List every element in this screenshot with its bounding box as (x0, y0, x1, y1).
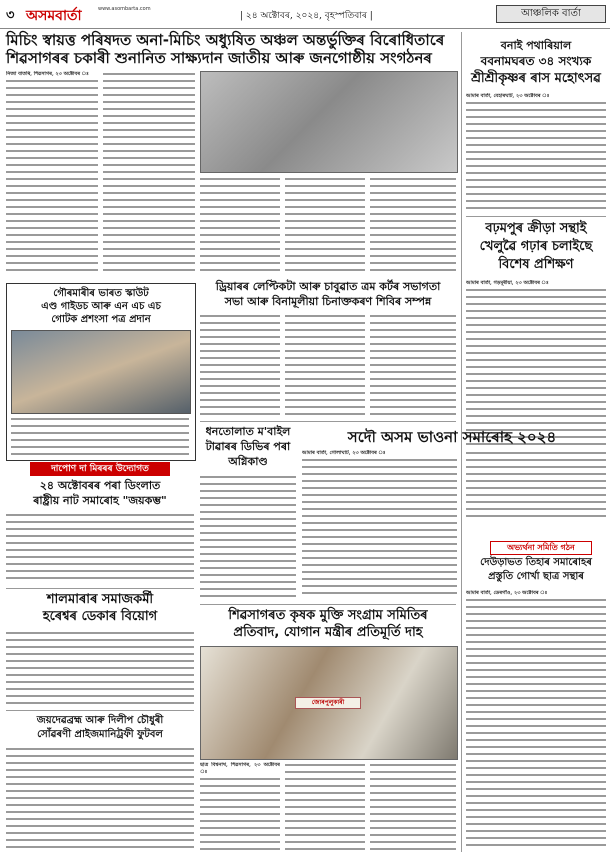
fire-headline-3: অগ্নিকাণ্ড (228, 455, 268, 468)
protest-story-column-1 (200, 762, 280, 852)
camp-headline-1: ড্ৰিয়াৰৰ লেপ্টিকটা আৰু চাবুৱাত ত্ৰম কৰ্টৰ সভাগতা (215, 280, 441, 293)
lead-headline-line-1: মিচিং স্বায়ত্ত পৰিষদত অনা-মিচিং অধ্যুষিত অঞ্চল অন্তৰ্ভুক্তিৰ বিৰোধিতাৰে (6, 31, 445, 49)
lead-story-column-1 (6, 71, 98, 273)
newspaper-logo: অসমবাৰ্তা (26, 8, 82, 24)
lead-story-column-4 (285, 176, 365, 273)
divider (466, 216, 606, 217)
camp-headline-2: সভা আৰু বিনামূলীয়া চিনাক্তকৰণ শিবিৰ সম্পন্ন (224, 295, 432, 308)
scout-headline-2: এণ্ড গাইডচ আৰু এন এচ এচ (41, 301, 161, 312)
section-label: আঞ্চলিক বাৰ্তা (496, 5, 606, 23)
fire-headline-1: ধনতোলাত ম'বাইল (205, 425, 291, 438)
gorkha-text-block (466, 597, 606, 851)
website-url: www.asombarta.com (98, 6, 151, 12)
protest-dateline: ছাত্ৰ বিশ্বনাথ, শিৱসাগৰ, ২৩ অক্টোবৰ ঃ (200, 762, 280, 775)
sports-headline-3: বিশেষ প্ৰশিক্ষণ (498, 257, 574, 272)
protest-text-block-1 (200, 776, 280, 852)
committee-banner: অভ্যৰ্থনা সমিতি গঠন (490, 541, 592, 555)
protest-headline-1: শিৱসাগৰত কৃষক মুক্তি সংগ্ৰাম সমিতিৰ (228, 608, 428, 623)
flood-headline-2: ববনামঘৰত ৩৪ সংখ্যক (480, 54, 592, 68)
flood-text-block (466, 100, 606, 210)
bhawna-story-column-2 (466, 450, 606, 520)
gorkha-story-text (466, 590, 606, 852)
bhawna-headline: সদৌ অসম ভাওনা সমাৰোহ ২০২৪ (347, 428, 557, 446)
lead-story-column-5 (370, 176, 456, 273)
fire-story-text (200, 474, 296, 600)
sports-headline-2: খেলুৱৈ গঢ়াৰ চলাইছে (479, 239, 593, 254)
football-headline-2: সোঁৱৰণী প্ৰাইজমানিট্ৰফী ফুটবল (37, 729, 163, 740)
divider (6, 588, 194, 589)
gorkha-headline-2: প্ৰস্তুতি গোৰ্খা ছাত্ৰ সন্থাৰ (488, 571, 584, 582)
football-story-text (6, 746, 194, 852)
worker-story-text (6, 630, 194, 706)
bhawna-story-column-1 (302, 450, 457, 600)
drama-story-text (6, 512, 194, 584)
bhawna-text-block-1 (302, 457, 457, 599)
protest-banner: জোৰপুলুকাৰী (295, 697, 361, 709)
camp-story-column-2 (285, 313, 365, 417)
meeting-photo (200, 71, 458, 173)
divider (6, 710, 194, 711)
lead-headline-line-2: শিৱসাগৰৰ চকাৰী শুনানিত সাক্ষ্যদান জাতীয় আৰু জনগোষ্ঠীয় সংগঠনৰ (6, 49, 432, 67)
drama-headline-2: ৰাষ্ট্ৰীয় নাট সমাৰোহ "জয়কম্ভ" (33, 494, 167, 507)
protest-story-column-3 (370, 762, 456, 852)
worker-headline-2: হৰেশ্বৰ ডেকাৰ বিয়োগ (42, 609, 158, 624)
scout-story-text (11, 416, 189, 456)
bhawna-dateline: আমাৰ বাৰ্তা, গোলাঘাট, ২৩ অক্টোবৰ ঃ (302, 450, 386, 456)
lead-dateline: নিজা বাতৰি, শিৱসাগৰ, ২৩ অক্টোবৰ ঃ (6, 71, 89, 77)
protest-headline-2: প্ৰতিবাদ, যোগান মন্ত্ৰীৰ প্ৰতিমূৰ্তি দাহ (233, 625, 423, 640)
camp-story-column-3 (370, 313, 456, 417)
program-banner: দাপোণ দা মিৰৰৰ উদ্যোগত (30, 462, 170, 476)
issue-date: | ২৪ অক্টোবৰ, ২০২৪, বৃহস্পতিবাৰ | (240, 11, 373, 21)
flood-dateline: আমাৰ বাৰ্তা, বেহাৰঘাট, ২৩ অক্টোবৰ ঃ (466, 93, 550, 99)
scout-story-box (6, 283, 196, 461)
flood-headline-1: বনাই পথাৰিয়াল (500, 39, 572, 52)
lead-story-column-2 (103, 71, 195, 273)
fire-headline-2: টাৱাৰৰ ডিভিৰ পৰা (205, 440, 291, 453)
page-number: ৩ (6, 8, 15, 23)
protest-story-column-2 (285, 762, 365, 852)
scout-headline-1: গৌৰমাৰীৰ ভাৰত স্কাউট (53, 288, 149, 299)
flood-headline-3: শ্ৰীশ্ৰীকৃষ্ণৰ ৰাস মহোৎসৱ (471, 71, 601, 86)
masthead (0, 0, 610, 29)
divider (200, 604, 456, 605)
sports-dateline: আমাৰ বাৰ্তা, গড়মূৰীয়া, ২৩ অক্টোবৰ ঃ (466, 280, 549, 286)
sports-headline-1: বঢ়মপুৰ ক্ৰীড়া সন্থাই (485, 221, 587, 236)
flood-story-text (466, 93, 606, 211)
football-headline-1: জয়দেৱব্ৰহ্ম আৰু দিলীপ চৌধুৰী (36, 715, 164, 726)
protest-photo (200, 646, 458, 760)
gorkha-headline-1: দেউড়াভত তিহাৰ সমাৰোহৰ (480, 557, 592, 568)
lead-text-block-1 (6, 78, 98, 273)
drama-headline-1: ২৪ অক্টোবৰৰ পৰা ডিংলাত (39, 479, 161, 492)
scout-headline-3: গোটক প্ৰশংসা পত্ৰ প্ৰদান (51, 314, 151, 325)
divider (200, 421, 456, 422)
camp-story-column-1 (200, 313, 280, 417)
lead-story-column-3 (200, 176, 280, 273)
worker-headline-1: শালমাৰাৰ সমাজকৰ্মী (46, 592, 154, 607)
gorkha-dateline: আমাৰ বাৰ্তা, ডেৰগাঁও, ২৩ অক্টোবৰ ঃ (466, 590, 548, 596)
scout-group-photo (11, 330, 191, 414)
